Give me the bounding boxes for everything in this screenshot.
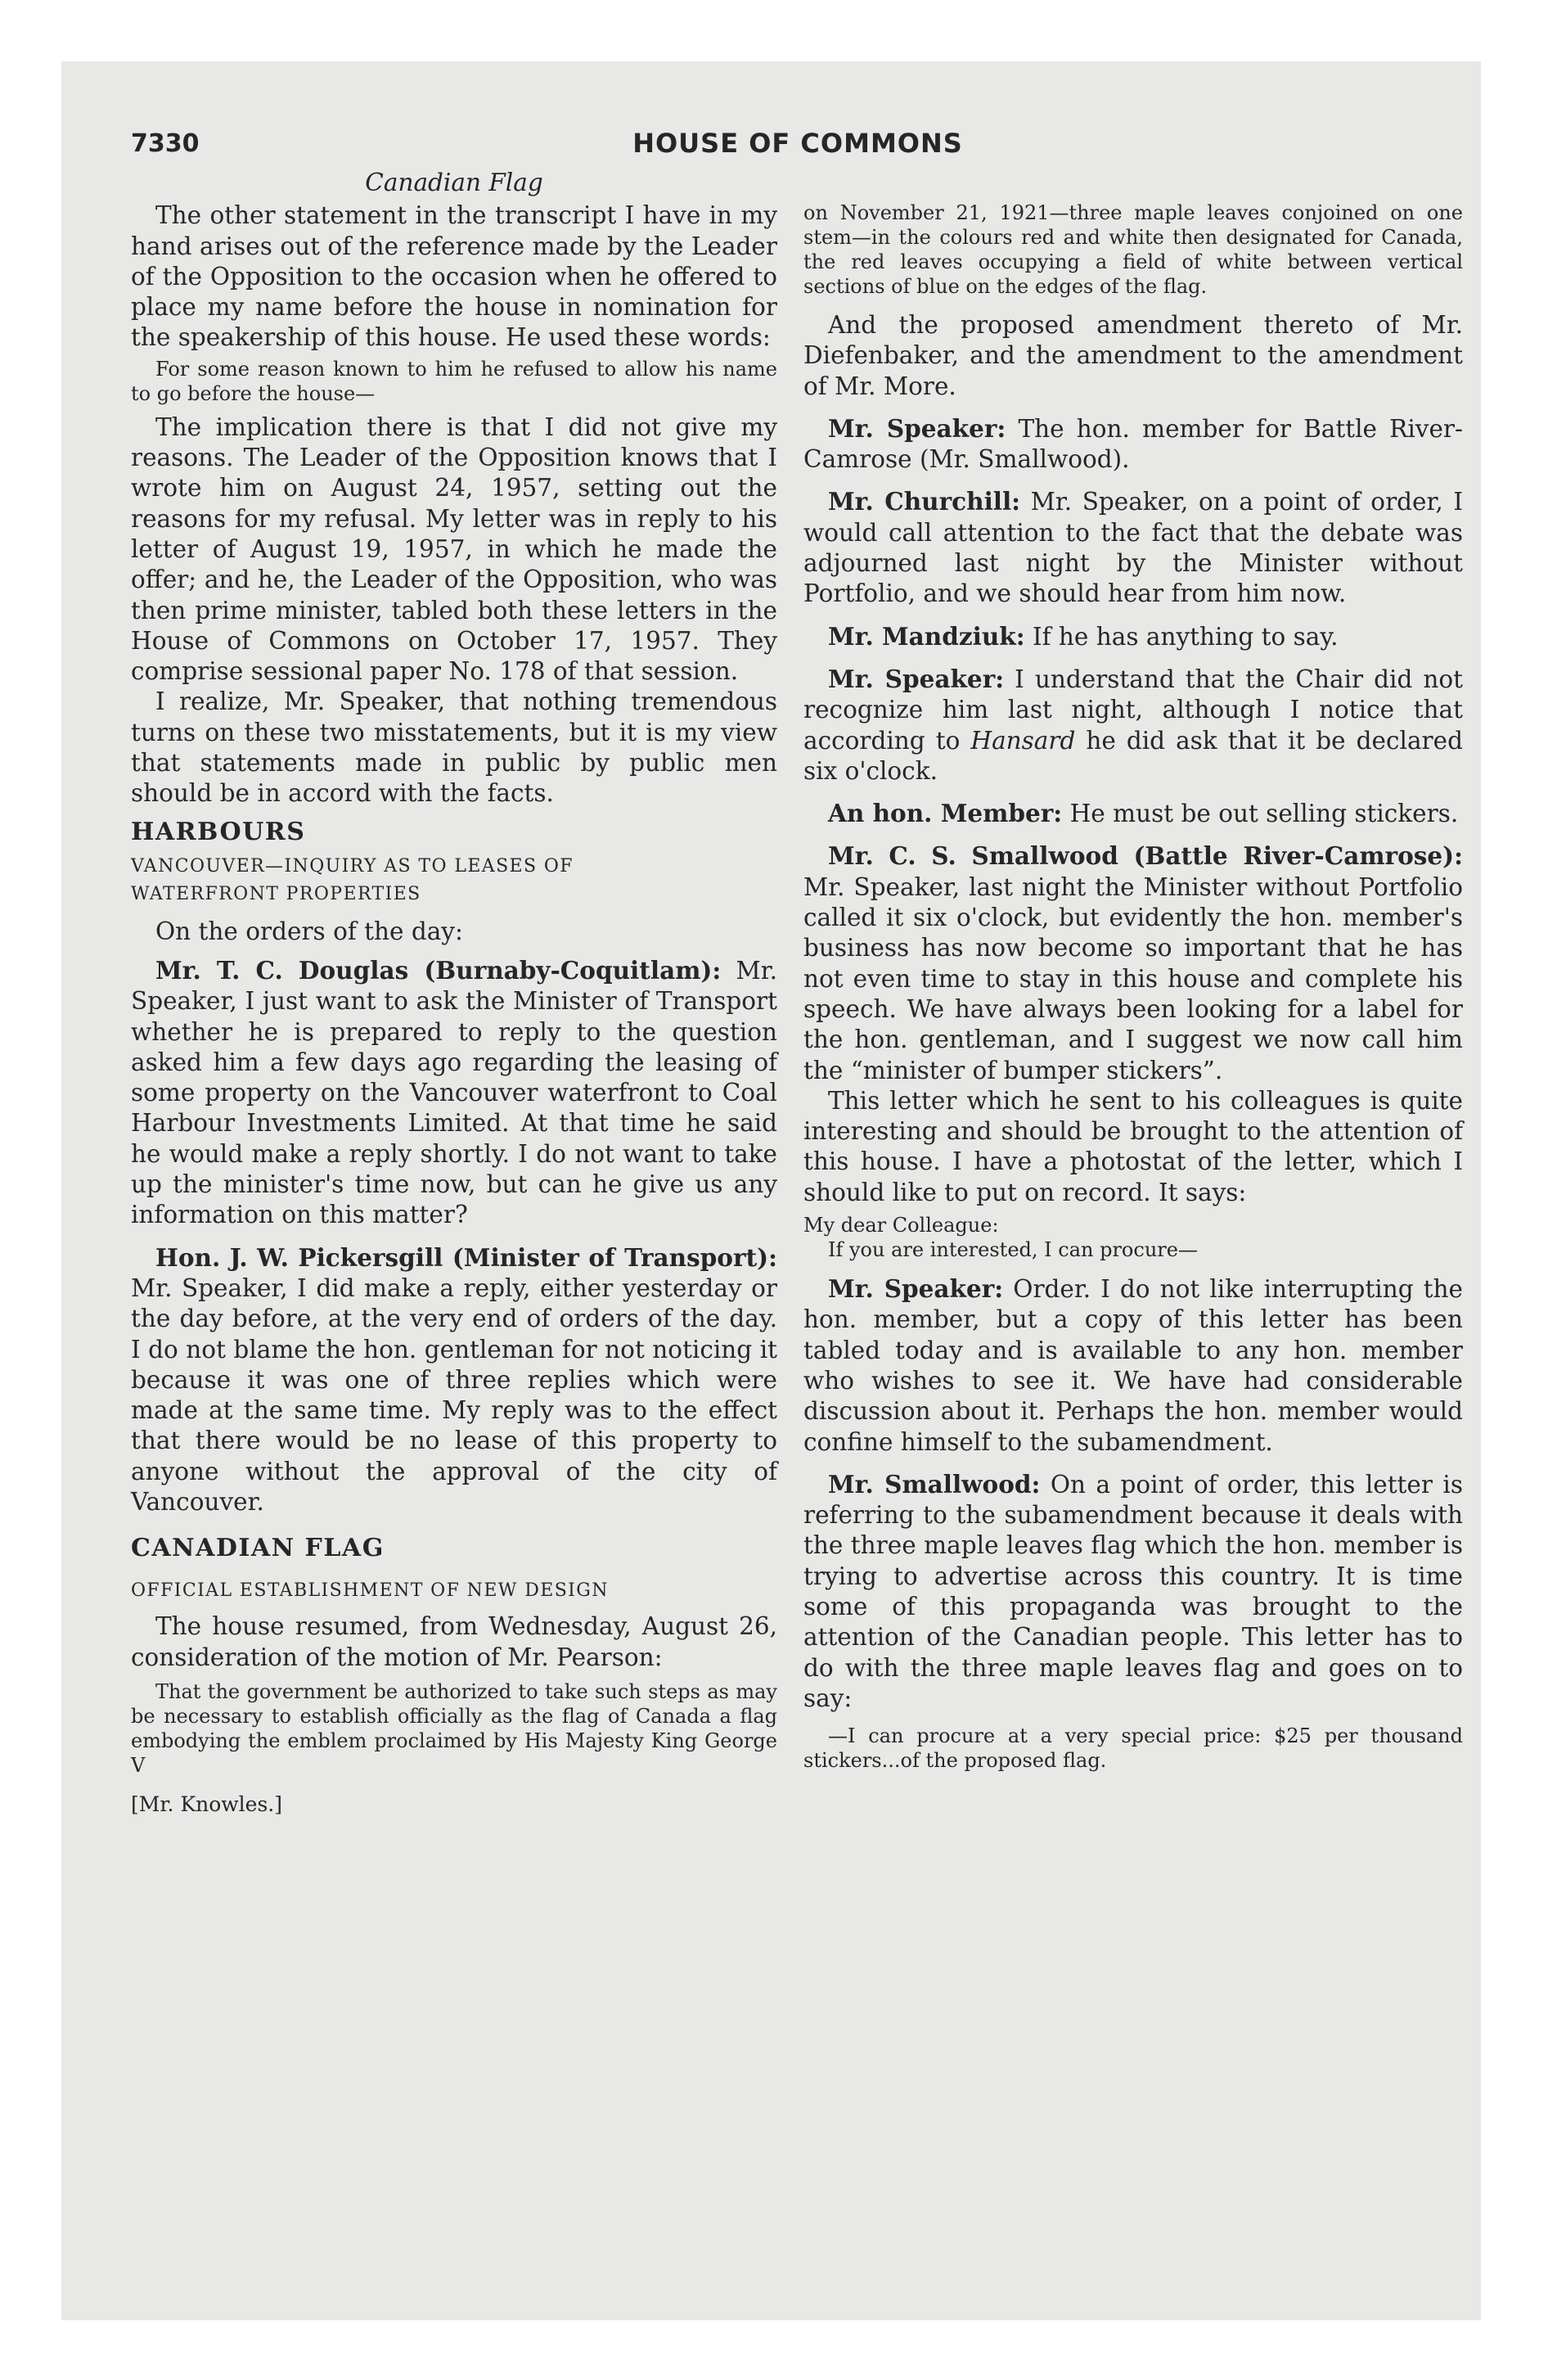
speaker-name: Mr. Speaker:: [828, 664, 1005, 693]
speaker-name: Mr. Churchill:: [828, 487, 1021, 516]
quotation: For some reason known to him he refused to allow his name to go before the house—: [131, 357, 777, 405]
left-column: [131, 168, 777, 1819]
orders-line: On the orders of the day:: [155, 917, 463, 945]
section-subtitle: VANCOUVER—INQUIRY AS TO LEASES OF: [131, 855, 574, 877]
letter-quotation: If you are interested, I can procure—: [828, 1238, 1198, 1262]
paragraph: This letter which he sent to his colleagues is quite interesting and should be brought to the attention of this house. I have a photostat of the letter, which I should like to put on record. It says:: [803, 1086, 1463, 1206]
final-quotation: —I can procure at a very special price: $25 per thousand stickers...of the proposed flag.: [803, 1724, 1463, 1773]
section-subtitle: WATERFRONT PROPERTIES: [131, 883, 421, 904]
speech-speaker: [803, 413, 1463, 476]
speech-speaker: [803, 664, 1463, 787]
speech-churchill: [803, 486, 1463, 609]
footer-attribution: [Mr. Knowles.]: [131, 1792, 282, 1816]
motion-quotation: That the government be authorized to take such steps as may be necessary to establish officially as the flag of Canada a flag embodying the emblem proclaimed by His Majesty King George V: [131, 1679, 777, 1777]
speech-text: On a point of order, this letter is referring to the subamendment because it deals with the three maple leaves flag which the hon. member is trying to advertise across this country. It is time some of this propaganda was brought to the attention of the Canadian people. This letter has to do with the three maple leaves flag and goes on to say:: [803, 1470, 1463, 1712]
speech-mandziuk: [803, 621, 1463, 652]
speech-text: The hon. member for Battle River-Camrose (Mr. Smallwood).: [803, 414, 1464, 474]
speech-text: he did ask that it be declared six o'clock.: [803, 726, 1463, 785]
section-subtitle: OFFICIAL ESTABLISHMENT OF NEW DESIGN: [131, 1580, 609, 1602]
page-number: 7330: [131, 129, 200, 158]
speech-text: Mr. Speaker, I just want to ask the Minister of Transport whether he is prepared to reply to the question asked him a few days ago regarding the leasing of some property on the Vancouver waterfront to Coal Harbour Investments Limited. At that time he said he would make a reply shortly. I do not want to take up the minister's time now, but can he give us any information on this matter?: [131, 956, 777, 1229]
speaker-name: Mr. Smallwood:: [828, 1469, 1041, 1499]
paragraph: The house resumed, from Wednesday, August 26, consideration of the motion of Mr. Pearson:: [131, 1612, 777, 1671]
speaker-name: Mr. Speaker:: [828, 1274, 1004, 1304]
speech-smallwood: [803, 841, 1463, 1085]
speech-text: I understand that the Chair did not recognize him last night, although I notice that according to: [803, 665, 1464, 755]
speaker-name: Mr. Mandziuk:: [828, 621, 1025, 651]
paragraph: And the proposed amendment thereto of Mr. Diefenbaker, and the amendment to the amendment of Mr. More.: [803, 311, 1463, 400]
speech-text: Mr. Speaker, I did make a reply, either yesterday or the day before, at the very end of orders of the day. I do not blame the hon. gentleman for not noticing it because it was one of three replies which were made at the same time. My reply was to the effect that there would be no lease of this property to anyone without the approval of the city of Vancouver.: [131, 1273, 777, 1516]
paragraph: I realize, Mr. Speaker, that nothing tremendous turns on these two misstatements, but it is my view that statements made in public by public men should be in accord with the facts.: [131, 687, 777, 808]
hansard-reference: Hansard: [970, 726, 1076, 755]
speech-smallwood: [803, 1469, 1463, 1714]
section-title-flag: CANADIAN FLAG: [131, 1534, 385, 1563]
right-column: [803, 168, 1463, 1773]
speech-hon-member: [803, 798, 1463, 829]
section-heading: Canadian Flag: [365, 169, 543, 196]
speech-text: Mr. Speaker, last night the Minister without Portfolio called it six o'clock, but evidently the hon. member's business has now become so important that he has not even time to stay in this house and complete his speech. We have always been looking for a label for the hon. gentleman, and I suggest we now call him the “minister of bumper stickers”.: [803, 872, 1463, 1084]
paragraph: The implication there is that I did not give my reasons. The Leader of the Opposition knows that I wrote him on August 24, 1957, setting out the reasons for my refusal. My letter was in reply to his letter of August 19, 1957, in which he made the offer; and he, the Leader of the Opposition, who was then prime minister, tabled both these letters in the House of Commons on October 17, 1957. They comprise sessional paper No. 178 of that session.: [131, 412, 777, 686]
running-head: HOUSE OF COMMONS: [632, 128, 963, 159]
speech-text: Mr. Speaker, on a point of order, I would call attention to the fact that the debate was adjourned last night by the Minister without Portfolio, and we should hear from him now.: [803, 488, 1463, 608]
letter-quotation: My dear Colleague:: [803, 1214, 999, 1237]
motion-continued: on November 21, 1921—three maple leaves conjoined on one stem—in the colours red and white then designated for Canada, the red leaves occupying a field of white between vertical sections of blue on the edges of the flag.: [803, 201, 1463, 298]
speech-text: Order. I do not like interrupting the hon. member, but a copy of this letter has been tabled today and is available to any hon. member who wishes to see it. We have had considerable discussion about it. Perhaps the hon. member would confine himself to the subamendment.: [803, 1275, 1463, 1456]
speaker-name: Mr. Speaker:: [828, 413, 1006, 443]
speech-pickersgill: [131, 1242, 777, 1518]
speech-text: If he has anything to say.: [1024, 622, 1339, 651]
speech-douglas: [131, 955, 777, 1231]
speech-text: He must be out selling stickers.: [1062, 800, 1459, 828]
paragraph: The other statement in the transcript I have in my hand arises out of the reference made by the Leader of the Opposition to the occasion when he offered to place my name before the house in nomination for the speakership of this house. He used these words:: [131, 201, 777, 352]
speaker-name: Mr. C. S. Smallwood (Battle River-Camrose):: [828, 841, 1463, 871]
speaker-name: Mr. T. C. Douglas (Burnaby-Coquitlam):: [155, 955, 722, 985]
speech-speaker: [803, 1273, 1463, 1458]
speaker-name: Hon. J. W. Pickersgill (Minister of Transport):: [155, 1242, 777, 1272]
section-title-harbours: HARBOURS: [131, 817, 306, 846]
speaker-name: An hon. Member:: [828, 799, 1063, 828]
